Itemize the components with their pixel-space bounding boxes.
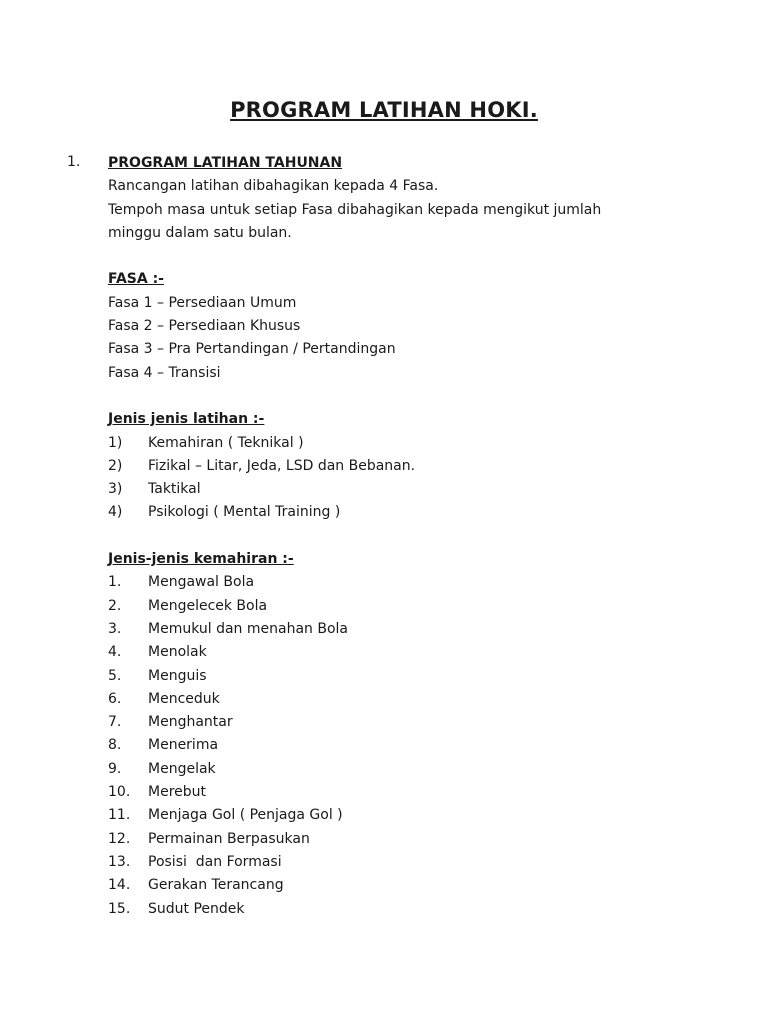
list-item [108, 734, 728, 757]
section-number: 1. [67, 154, 81, 170]
list-item [108, 571, 728, 594]
fasa-item: Fasa 3 – Pra Pertandingan / Pertandingan [108, 341, 396, 358]
list-item-text: Menguis [148, 667, 207, 684]
jenis-kemahiran-heading: Jenis-jenis kemahiran :- [108, 551, 294, 568]
spacer [108, 385, 728, 408]
list-item [108, 501, 728, 524]
list-item-text: Taktikal [148, 481, 201, 498]
intro-line: Rancangan latihan dibahagikan kepada 4 Fasa. [108, 178, 439, 195]
list-item-text: Menjaga Gol ( Penjaga Gol ) [148, 807, 343, 824]
list-item-number: 15. [108, 900, 131, 917]
list-item-number: 4) [108, 504, 123, 521]
list-item-number: 1. [108, 574, 122, 591]
fasa-item: Fasa 2 – Persediaan Khusus [108, 318, 301, 335]
list-item-text: Menceduk [148, 690, 220, 707]
list-item-number: 9. [108, 760, 122, 777]
list-item [108, 781, 728, 804]
kemahiran-list [108, 571, 728, 920]
document-title: PROGRAM LATIHAN HOKI. [230, 98, 538, 122]
list-item [108, 898, 728, 921]
list-item-number: 11. [108, 807, 131, 824]
list-item-text: Mengelak [148, 760, 216, 777]
list-item-text: Gerakan Terancang [148, 877, 284, 894]
list-item [108, 828, 728, 851]
list-item [108, 874, 728, 897]
list-item [108, 432, 728, 455]
list-item [108, 595, 728, 618]
list-item-number: 10. [108, 784, 131, 801]
list-item-text: Psikologi ( Mental Training ) [148, 504, 341, 521]
jenis-latihan-heading: Jenis jenis latihan :- [108, 411, 265, 428]
list-item-number: 12. [108, 830, 131, 847]
list-item [108, 455, 728, 478]
list-item-text: Sudut Pendek [148, 900, 245, 917]
list-item-text: Posisi dan Formasi [148, 853, 282, 870]
fasa-item: Fasa 4 – Transisi [108, 364, 221, 381]
list-item-number: 1) [108, 434, 123, 451]
list-item [108, 851, 728, 874]
spacer [108, 245, 728, 268]
list-item-text: Permainan Berpasukan [148, 830, 310, 847]
list-item-text: Menghantar [148, 714, 233, 731]
list-item-text: Mengelecek Bola [148, 597, 268, 614]
spacer [108, 525, 728, 548]
list-item [108, 478, 728, 501]
list-item-number: 8. [108, 737, 122, 754]
list-item-number: 2. [108, 597, 122, 614]
list-item-text: Merebut [148, 784, 207, 801]
list-item-text: Kemahiran ( Teknikal ) [148, 434, 304, 451]
list-item-number: 2) [108, 457, 123, 474]
fasa-heading: FASA :- [108, 271, 164, 288]
list-item-text: Fizikal – Litar, Jeda, LSD dan Bebanan. [148, 457, 416, 474]
list-item-number: 3) [108, 481, 123, 498]
list-item-number: 6. [108, 690, 122, 707]
list-item-number: 14. [108, 877, 131, 894]
list-item-number: 13. [108, 853, 131, 870]
list-item [108, 688, 728, 711]
list-item-number: 4. [108, 644, 122, 661]
section-heading: PROGRAM LATIHAN TAHUNAN [108, 155, 343, 171]
intro-line: minggu dalam satu bulan. [108, 224, 292, 241]
list-item [108, 641, 728, 664]
list-item-number: 3. [108, 620, 122, 637]
list-item [108, 758, 728, 781]
list-item [108, 665, 728, 688]
list-item [108, 804, 728, 827]
list-item [108, 711, 728, 734]
list-item-text: Menerima [148, 737, 219, 754]
section-content [108, 152, 728, 921]
fasa-item: Fasa 1 – Persediaan Umum [108, 294, 297, 311]
intro-line: Tempoh masa untuk setiap Fasa dibahagikan kepada mengikut jumlah [108, 201, 602, 218]
list-item [108, 618, 728, 641]
list-item-text: Mengawal Bola [148, 574, 255, 591]
list-item-number: 5. [108, 667, 122, 684]
list-item-text: Menolak [148, 644, 207, 661]
list-item-number: 7. [108, 714, 122, 731]
list-item-text: Memukul dan menahan Bola [148, 620, 348, 637]
